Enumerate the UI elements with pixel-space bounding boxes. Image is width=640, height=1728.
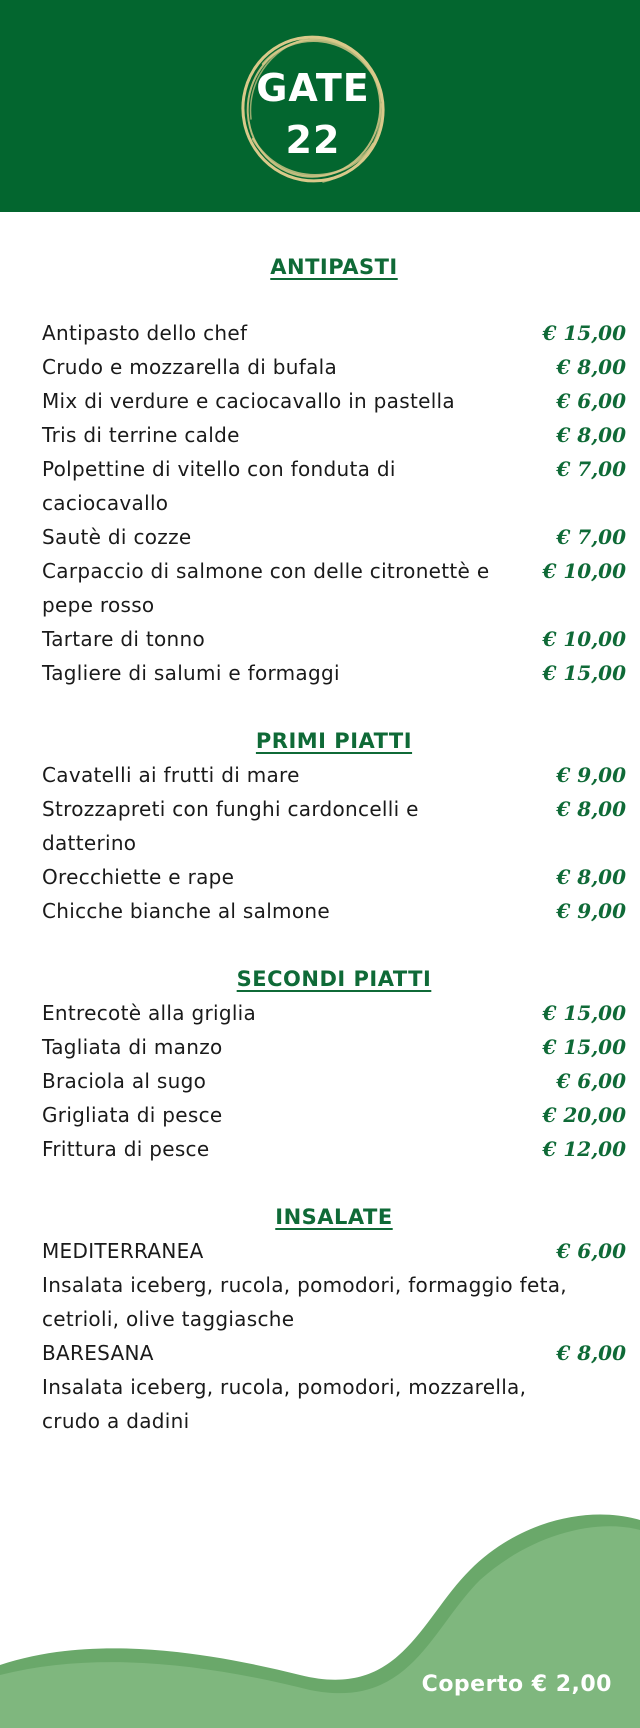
menu-item [42, 316, 626, 350]
menu-item [42, 1132, 626, 1166]
item-price: € 6,00 [556, 389, 626, 413]
item-name: Tagliere di salumi e formaggi [42, 661, 340, 685]
item-name: Cavatelli ai frutti di mare [42, 763, 300, 787]
item-price: € 10,00 [542, 559, 626, 583]
item-name: Strozzapreti con funghi cardoncelli e datterino [42, 797, 419, 855]
item-price: € 8,00 [556, 423, 626, 447]
restaurant-logo [233, 24, 393, 194]
item-name: Crudo e mozzarella di bufala [42, 355, 338, 379]
section-title-secondi: SECONDI PIATTI [236, 967, 432, 991]
item-price: € 8,00 [556, 355, 626, 379]
item-price: € 15,00 [542, 1035, 626, 1059]
item-price: € 8,00 [556, 1341, 626, 1365]
section-secondi [42, 996, 626, 1166]
menu-item [42, 1336, 626, 1370]
item-name: Polpettine di vitello con fonduta di caciocavallo [42, 457, 396, 515]
logo-line-1: GATE [256, 66, 370, 110]
section-title-insalate: INSALATE [275, 1205, 393, 1229]
item-name: Sautè di cozze [42, 525, 192, 549]
item-price: € 9,00 [556, 763, 626, 787]
item-name: Antipasto dello chef [42, 321, 248, 345]
menu-item [42, 894, 626, 928]
menu-item [42, 656, 626, 690]
item-price: € 15,00 [542, 1001, 626, 1025]
item-name: Carpaccio di salmone con delle citronettè e pepe rosso [42, 559, 490, 617]
item-name: Mix di verdure e caciocavallo in pastella [42, 389, 455, 413]
menu-item [42, 1030, 626, 1064]
menu-item [42, 758, 626, 792]
item-name: Tagliata di manzo [42, 1035, 223, 1059]
menu-item [42, 792, 626, 860]
menu-item [42, 350, 626, 384]
menu-item [42, 1098, 626, 1132]
item-name: Orecchiette e rape [42, 865, 235, 889]
item-name: Grigliata di pesce [42, 1103, 223, 1127]
item-price: € 9,00 [556, 899, 626, 923]
section-title-primi: PRIMI PIATTI [255, 729, 413, 753]
item-price: € 10,00 [542, 627, 626, 651]
menu-item [42, 996, 626, 1030]
logo-text [233, 62, 393, 166]
menu-item [42, 452, 626, 520]
item-description: Insalata iceberg, rucola, pomodori, mozzarella, crudo a dadini [42, 1375, 527, 1433]
item-description: Insalata iceberg, rucola, pomodori, formaggio feta, cetrioli, olive taggiasche [42, 1273, 567, 1331]
item-name: Entrecotè alla griglia [42, 1001, 257, 1025]
item-price: € 7,00 [556, 525, 626, 549]
menu-item [42, 384, 626, 418]
section-antipasti [42, 316, 626, 690]
logo-line-2: 22 [285, 118, 341, 162]
item-price: € 6,00 [556, 1239, 626, 1263]
item-name: BARESANA [42, 1341, 154, 1365]
section-insalate [42, 1234, 626, 1438]
item-price: € 7,00 [556, 457, 626, 481]
item-name: Tartare di tonno [42, 627, 206, 651]
item-name: Tris di terrine calde [42, 423, 240, 447]
header-banner [0, 0, 640, 212]
item-price: € 20,00 [542, 1103, 626, 1127]
menu-item [42, 554, 626, 622]
menu-item [42, 520, 626, 554]
item-price: € 15,00 [542, 321, 626, 345]
menu-item [42, 418, 626, 452]
cover-charge: Coperto € 2,00 [421, 1672, 612, 1697]
item-price: € 12,00 [542, 1137, 626, 1161]
menu-item [42, 1234, 626, 1268]
section-primi [42, 758, 626, 928]
menu-list [42, 250, 626, 1438]
item-name: Frittura di pesce [42, 1137, 210, 1161]
menu-item [42, 622, 626, 656]
item-price: € 15,00 [542, 661, 626, 685]
item-price: € 6,00 [556, 1069, 626, 1093]
item-name: MEDITERRANEA [42, 1239, 204, 1263]
item-name: Braciola al sugo [42, 1069, 207, 1093]
item-price: € 8,00 [556, 865, 626, 889]
menu-item [42, 860, 626, 894]
item-price: € 8,00 [556, 797, 626, 821]
section-title-antipasti: ANTIPASTI [270, 255, 398, 279]
item-name: Chicche bianche al salmone [42, 899, 330, 923]
menu-item [42, 1064, 626, 1098]
